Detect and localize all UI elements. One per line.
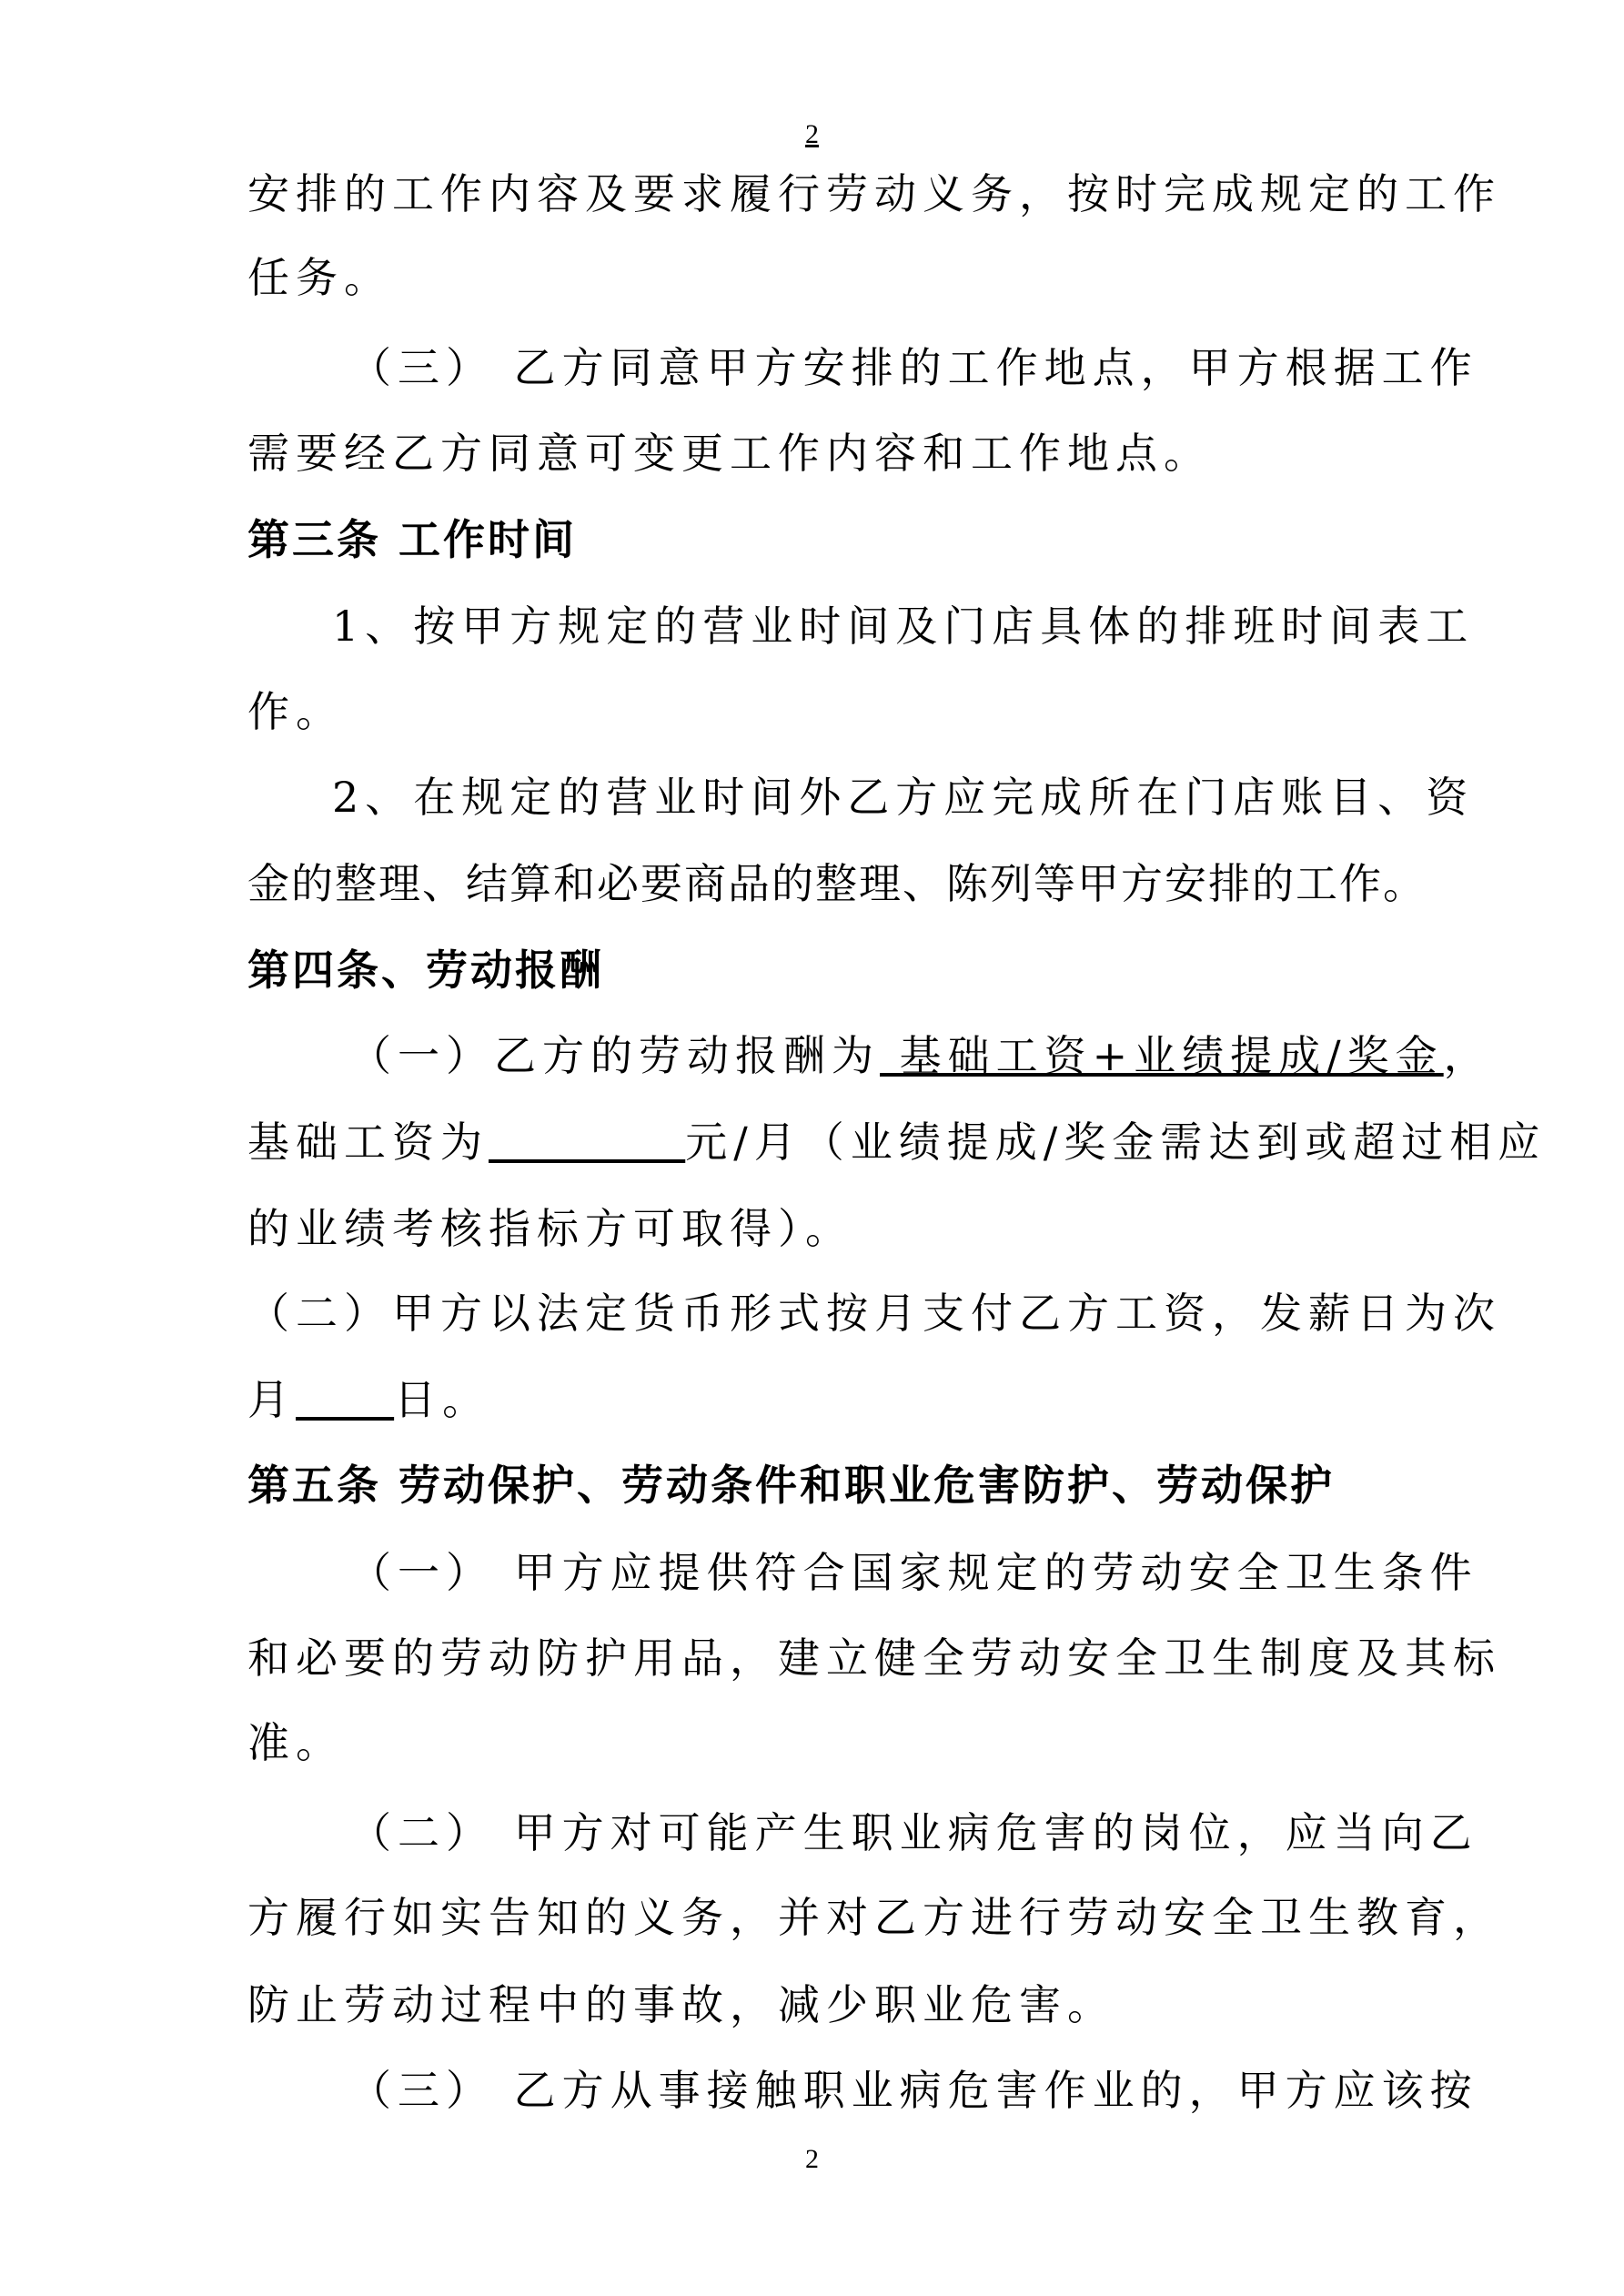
- salary-line-suffix: ，: [1443, 1031, 1492, 1080]
- payday-suffix: 日。: [394, 1375, 491, 1424]
- clause-three-line: （三） 乙方同意甲方安排的工作地点，甲方根据工作: [349, 343, 1478, 392]
- payday-line: [247, 1375, 1394, 1424]
- base-salary-prefix: 基础工资为: [247, 1118, 489, 1167]
- protection-clause-1: （一） 甲方应提供符合国家规定的劳动安全卫生条件: [349, 1548, 1478, 1597]
- payment-clause-line: （二）甲方以法定货币形式按月支付乙方工资，发薪日为次: [247, 1289, 1501, 1338]
- body-line: 防止劳动过程中的事故，减少职业危害。: [247, 1980, 1115, 2029]
- article-five-heading: 第五条 劳动保护、劳动条件和职业危害防护、劳动保护: [247, 1461, 1336, 1510]
- body-line: 安排的工作内容及要求履行劳动义务，按时完成规定的工作: [247, 169, 1501, 218]
- body-line: 需要经乙方同意可变更工作内容和工作地点。: [247, 429, 1212, 478]
- payday-prefix: 月: [247, 1375, 296, 1424]
- article-three-heading: 第三条 工作时间: [247, 515, 578, 564]
- article-four-heading: 第四条、劳动报酬: [247, 946, 604, 995]
- header-page-number: 2: [805, 119, 819, 149]
- body-line: 准。: [247, 1718, 344, 1767]
- protection-clause-2: （二） 甲方对可能产生职业病危害的岗位，应当向乙: [349, 1808, 1478, 1857]
- payday-blank: [296, 1379, 394, 1421]
- body-line: 作。: [247, 687, 344, 736]
- body-line: 方履行如实告知的义务，并对乙方进行劳动安全卫生教育，: [247, 1893, 1501, 1942]
- salary-line-prefix: （一）乙方的劳动报酬为: [349, 1031, 880, 1080]
- base-salary-line: [247, 1118, 1547, 1167]
- footer-page-number: 2: [805, 2144, 819, 2174]
- body-line: 任务。: [247, 253, 392, 302]
- work-time-item-1: 1、按甲方规定的营业时间及门店具体的排班时间表工: [332, 602, 1475, 651]
- work-time-item-2: 2、在规定的营业时间外乙方应完成所在门店账目、资: [332, 773, 1475, 822]
- base-salary-blank: [489, 1121, 685, 1163]
- base-salary-suffix: 元/月（业绩提成/奖金需达到或超过相应: [685, 1118, 1547, 1167]
- body-line: 的业绩考核指标方可取得）。: [247, 1204, 853, 1253]
- body-line: 金的整理、结算和必要商品的整理、陈列等甲方安排的工作。: [247, 859, 1427, 908]
- body-line: 和必要的劳动防护用品，建立健全劳动安全卫生制度及其标: [247, 1633, 1501, 1683]
- salary-composition: 基础工资+业绩提成/奖金: [880, 1031, 1444, 1080]
- salary-line: [349, 1031, 1492, 1080]
- protection-clause-3: （三） 乙方从事接触职业病危害作业的，甲方应该按: [349, 2066, 1478, 2115]
